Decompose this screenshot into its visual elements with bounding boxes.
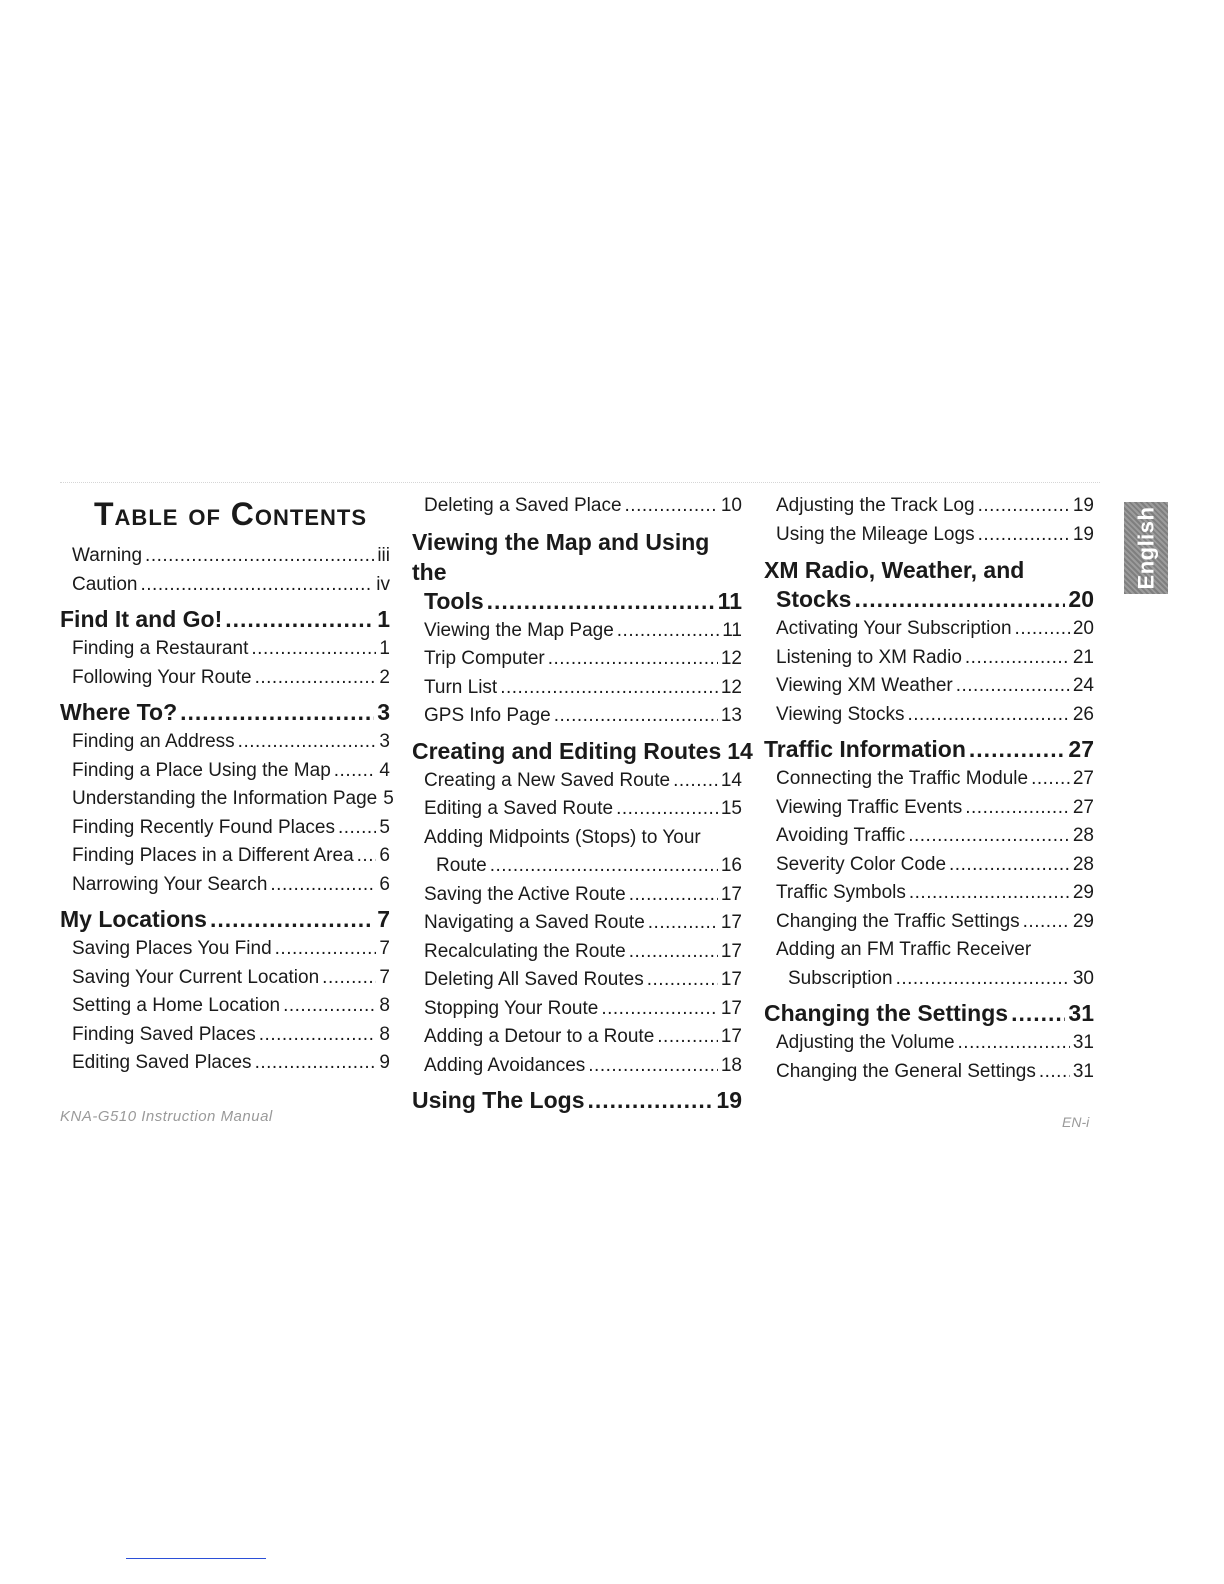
page-number: 3 [377, 699, 390, 725]
dot-leader [896, 965, 1070, 994]
page-number: 17 [720, 1026, 742, 1047]
page-number: 29 [1072, 882, 1094, 903]
toc-title: Table of Contents [94, 496, 367, 532]
dot-leader [251, 635, 376, 664]
toc-entry-different-area[interactable] [60, 842, 390, 871]
entry-label: Changing the General Settings [776, 1060, 1036, 1082]
dot-leader [1031, 765, 1070, 794]
toc-entry-trip-computer[interactable] [412, 645, 742, 674]
toc-section-find-it-and-go[interactable] [60, 605, 390, 633]
page-number: 28 [1072, 825, 1094, 846]
page-number: 9 [379, 1052, 390, 1073]
toc-entry-deleting-all-routes[interactable] [412, 966, 742, 995]
section-label: Find It and Go! [60, 606, 223, 632]
page-number: 14 [727, 737, 753, 764]
entry-label: Deleting a Saved Place [424, 495, 622, 516]
dot-leader [588, 1052, 718, 1081]
page-number: 19 [1072, 495, 1094, 516]
page-number: 5 [379, 816, 390, 838]
page-number: 17 [720, 912, 742, 933]
section-label: Creating and Editing Routes [412, 737, 722, 764]
entry-label: Adjusting the Volume [776, 1032, 955, 1053]
toc-entry-editing-route[interactable] [412, 795, 742, 824]
dot-leader [965, 794, 1070, 823]
toc-entry-creating-new-route[interactable] [412, 767, 742, 796]
dot-leader [338, 814, 376, 843]
toc-entry-finding-saved[interactable] [60, 1021, 390, 1050]
dot-leader [648, 909, 718, 938]
toc-entry-adding-avoidances[interactable] [412, 1052, 742, 1081]
dot-leader [908, 701, 1070, 730]
dot-leader [629, 881, 718, 910]
dot-leader [500, 674, 718, 703]
entry-label: Creating a New Saved Route [424, 769, 671, 791]
section-label: Tools [424, 587, 484, 614]
page-number: 19 [1072, 523, 1094, 545]
toc-entry-listening-xm[interactable] [764, 644, 1094, 673]
page-number: 17 [720, 969, 742, 990]
page-number: 5 [383, 788, 394, 809]
entry-label: Viewing the Map Page [424, 619, 614, 641]
page-number: 28 [1072, 853, 1094, 875]
toc-entry-gps-info[interactable] [412, 702, 742, 731]
toc-entry-general-settings[interactable] [764, 1058, 1094, 1087]
entry-label: Saving Your Current Location [72, 966, 320, 988]
dot-leader [357, 842, 377, 871]
dot-leader [969, 735, 1066, 763]
toc-entry-turn-list[interactable] [412, 674, 742, 703]
toc-section-traffic-information[interactable] [764, 735, 1094, 763]
page-number: 31 [1072, 1060, 1094, 1082]
page-number: 3 [379, 731, 390, 752]
toc-entry-navigating-saved-route[interactable] [412, 909, 742, 938]
toc-section-creating-editing-routes[interactable] [412, 737, 753, 765]
dot-leader [909, 879, 1070, 908]
entry-label: Severity Color Code [776, 853, 947, 875]
entry-label: Caution [72, 573, 138, 595]
page-number: 29 [1072, 910, 1094, 932]
entry-label: Adjusting the Track Log [776, 495, 975, 516]
entry-label: Trip Computer [424, 648, 545, 669]
entry-label: Adding Avoidances [424, 1054, 586, 1076]
entry-label: Adding a Detour to a Route [424, 1026, 655, 1047]
entry-label: Finding Places in a Different Area [72, 845, 354, 866]
toc-entry-following-route[interactable] [60, 664, 390, 693]
entry-label: Editing a Saved Route [424, 798, 614, 819]
entry-label: Finding Recently Found Places [72, 816, 335, 838]
dot-leader [629, 938, 718, 967]
entry-label: Deleting All Saved Routes [424, 969, 644, 990]
dot-leader [334, 757, 377, 786]
dot-leader [1039, 1058, 1070, 1087]
dot-leader [322, 964, 376, 993]
toc-entry-finding-address[interactable] [60, 728, 390, 757]
page-number: 24 [1072, 675, 1094, 696]
dot-leader [908, 822, 1070, 851]
toc-entry-connecting-module[interactable] [764, 765, 1094, 794]
dot-leader [965, 644, 1070, 673]
toc-column-1 [60, 492, 394, 1078]
toc-entry-saving-active-route[interactable] [412, 881, 742, 910]
page-number-footer: EN-i [1062, 1114, 1090, 1130]
page-number: 1 [379, 638, 390, 659]
entry-label: Understanding the Information Page [72, 788, 378, 809]
entry-label: Following Your Route [72, 666, 252, 688]
toc-entry-viewing-stocks[interactable] [764, 701, 1094, 730]
page-number: 30 [1072, 967, 1094, 989]
page-number: 31 [1072, 1032, 1094, 1053]
toc-entry-caution[interactable] [60, 571, 390, 600]
dot-leader [490, 852, 718, 881]
toc-entry-fm-receiver-line1[interactable]: Adding an FM Traffic Receiver [776, 939, 1032, 960]
page-number: 7 [379, 966, 390, 988]
toc-entry-track-log[interactable] [764, 492, 1094, 521]
page-number: 17 [720, 883, 742, 905]
toc-entry-finding-restaurant[interactable] [60, 635, 390, 664]
page-number: 17 [720, 997, 742, 1019]
dot-leader [275, 935, 377, 964]
dot-leader [1011, 999, 1065, 1027]
toc-entry-saving-current[interactable] [60, 964, 390, 993]
dot-leader [617, 617, 719, 646]
toc-entry-home-location[interactable] [60, 992, 390, 1021]
entry-label: GPS Info Page [424, 705, 551, 726]
page-number: 17 [720, 940, 742, 962]
dot-leader [270, 871, 376, 900]
entry-label: Subscription [788, 967, 893, 989]
page-number: 12 [720, 676, 742, 698]
dot-leader [949, 851, 1070, 880]
section-label: My Locations [60, 906, 207, 932]
page-number: 6 [379, 845, 390, 866]
page-number: 13 [720, 705, 742, 726]
entry-label: Editing Saved Places [72, 1052, 252, 1073]
dot-leader [854, 585, 1065, 613]
toc-entry-midpoints-line1[interactable]: Adding Midpoints (Stops) to Your [424, 826, 701, 848]
toc-entry-midpoints-route[interactable] [412, 852, 742, 881]
entry-label: Finding a Restaurant [72, 638, 249, 659]
dot-leader [180, 698, 374, 726]
page-number: 27 [1072, 796, 1094, 818]
page-number: 6 [379, 873, 390, 895]
toc-entry-avoiding-traffic[interactable] [764, 822, 1094, 851]
dot-leader [625, 492, 718, 521]
dot-leader [601, 995, 718, 1024]
entry-label: Using the Mileage Logs [776, 523, 975, 545]
toc-section-xm-line1[interactable]: XM Radio, Weather, and [764, 557, 1025, 583]
page-number: 27 [1072, 768, 1094, 789]
dot-leader [141, 571, 374, 600]
page-number: 12 [720, 648, 742, 669]
page-number: 15 [720, 798, 742, 819]
page-number: 7 [379, 938, 390, 959]
dot-leader [238, 728, 377, 757]
toc-section-viewing-map-line1[interactable]: Viewing the Map and Using the [412, 528, 710, 585]
toc-entry-adding-detour[interactable] [412, 1023, 742, 1052]
toc-entry-viewing-map-page[interactable] [412, 617, 742, 646]
bottom-link-rule [126, 1558, 266, 1559]
dot-leader [255, 664, 377, 693]
entry-label: Viewing XM Weather [776, 675, 953, 696]
page-number: 1 [377, 606, 390, 632]
toc-entry-editing-saved[interactable] [60, 1049, 390, 1078]
toc-entry-information-page[interactable] [60, 785, 394, 814]
page-number: 27 [1068, 736, 1094, 762]
dot-leader [958, 1029, 1070, 1058]
entry-label: Setting a Home Location [72, 995, 281, 1016]
language-tab-label: English [1133, 506, 1159, 590]
manual-footer: KNA-G510 Instruction Manual [60, 1108, 273, 1125]
toc-entry-traffic-events[interactable] [764, 794, 1094, 823]
dot-leader [487, 587, 715, 615]
toc-section-using-logs[interactable] [412, 1086, 742, 1114]
page-number: 8 [379, 995, 390, 1016]
toc-section-xm-stocks[interactable] [764, 585, 1094, 613]
dot-leader [657, 1023, 718, 1052]
entry-label: Stopping Your Route [424, 997, 599, 1019]
entry-label: Traffic Symbols [776, 882, 906, 903]
dot-leader [210, 905, 374, 933]
dot-leader [616, 795, 718, 824]
entry-label: Turn List [424, 676, 498, 698]
section-label: Traffic Information [764, 736, 966, 762]
page-number: 21 [1072, 646, 1094, 668]
page-number: 8 [379, 1023, 390, 1045]
dot-leader [283, 992, 376, 1021]
dot-leader [259, 1021, 377, 1050]
page-number: iv [376, 573, 390, 595]
toc-entry-severity-color[interactable] [764, 851, 1094, 880]
dot-leader [978, 521, 1070, 550]
dot-leader [554, 702, 718, 731]
dot-leader [145, 542, 374, 571]
toc-entry-traffic-symbols[interactable] [764, 879, 1094, 908]
dot-leader [673, 767, 718, 796]
toc-column-2 [412, 492, 753, 1116]
toc-entry-mileage-logs[interactable] [764, 521, 1094, 550]
section-label: Using The Logs [412, 1087, 585, 1113]
entry-label: Saving Places You Find [72, 938, 272, 959]
entry-label: Route [436, 855, 487, 876]
toc-entry-xm-weather[interactable] [764, 672, 1094, 701]
language-tab [1124, 502, 1168, 594]
page-number: 26 [1072, 703, 1094, 725]
toc-entry-adjusting-volume[interactable] [764, 1029, 1094, 1058]
dot-leader [588, 1086, 714, 1114]
toc-entry-changing-traffic-settings[interactable] [764, 908, 1094, 937]
entry-label: Saving the Active Route [424, 883, 626, 905]
toc-entry-stopping-route[interactable] [412, 995, 742, 1024]
toc-column-3 [764, 492, 1094, 1086]
top-dotted-rule [60, 482, 1100, 483]
dot-leader [1023, 908, 1070, 937]
toc-entry-recently-found[interactable] [60, 814, 390, 843]
page-number: 16 [720, 855, 742, 876]
entry-label: Activating Your Subscription [776, 618, 1012, 639]
toc-section-changing-settings[interactable] [764, 999, 1094, 1027]
entry-label: Finding Saved Places [72, 1023, 256, 1045]
page-number: 7 [377, 906, 390, 932]
toc-entry-fm-subscription[interactable] [764, 965, 1094, 994]
entry-label: Recalculating the Route [424, 940, 626, 962]
dot-leader [978, 492, 1070, 521]
page-number: iii [377, 545, 390, 566]
toc-entry-warning[interactable] [60, 542, 390, 571]
entry-label: Finding an Address [72, 731, 235, 752]
page-number: 18 [720, 1054, 742, 1076]
page-number: 2 [379, 666, 390, 688]
dot-leader [548, 645, 718, 674]
entry-label: Avoiding Traffic [776, 825, 906, 846]
page-number: 10 [720, 495, 742, 516]
entry-label: Warning [72, 545, 143, 566]
page-number: 19 [716, 1087, 742, 1113]
section-label: Changing the Settings [764, 1000, 1009, 1026]
toc-entry-activating-subscription[interactable] [764, 615, 1094, 644]
page-number: 20 [1068, 586, 1094, 612]
toc-entry-recalculating[interactable] [412, 938, 742, 967]
toc-section-viewing-map-tools[interactable] [412, 587, 742, 615]
entry-label: Narrowing Your Search [72, 873, 268, 895]
toc-entry-narrowing-search[interactable] [60, 871, 390, 900]
dot-leader [956, 672, 1070, 701]
toc-entry-deleting-saved-place[interactable] [412, 492, 742, 521]
section-label: Stocks [776, 586, 852, 612]
dot-leader [647, 966, 718, 995]
toc-entry-saving-places[interactable] [60, 935, 390, 964]
section-label: Where To? [60, 699, 178, 725]
page-number: 11 [717, 587, 742, 614]
dot-leader [1015, 615, 1070, 644]
toc-section-where-to[interactable] [60, 698, 390, 726]
dot-leader [255, 1049, 377, 1078]
entry-label: Changing the Traffic Settings [776, 910, 1020, 932]
page-number: 20 [1072, 618, 1094, 639]
entry-label: Connecting the Traffic Module [776, 768, 1029, 789]
page-number: 4 [379, 759, 390, 781]
entry-label: Viewing Traffic Events [776, 796, 963, 818]
toc-section-my-locations[interactable] [60, 905, 390, 933]
entry-label: Viewing Stocks [776, 703, 905, 725]
entry-label: Listening to XM Radio [776, 646, 962, 668]
page-number: 14 [720, 769, 742, 791]
page-number: 11 [722, 619, 742, 641]
dot-leader [225, 605, 374, 633]
entry-label: Finding a Place Using the Map [72, 759, 331, 781]
page-number: 31 [1068, 1000, 1094, 1026]
entry-label: Navigating a Saved Route [424, 912, 645, 933]
toc-entry-finding-place-map[interactable] [60, 757, 390, 786]
